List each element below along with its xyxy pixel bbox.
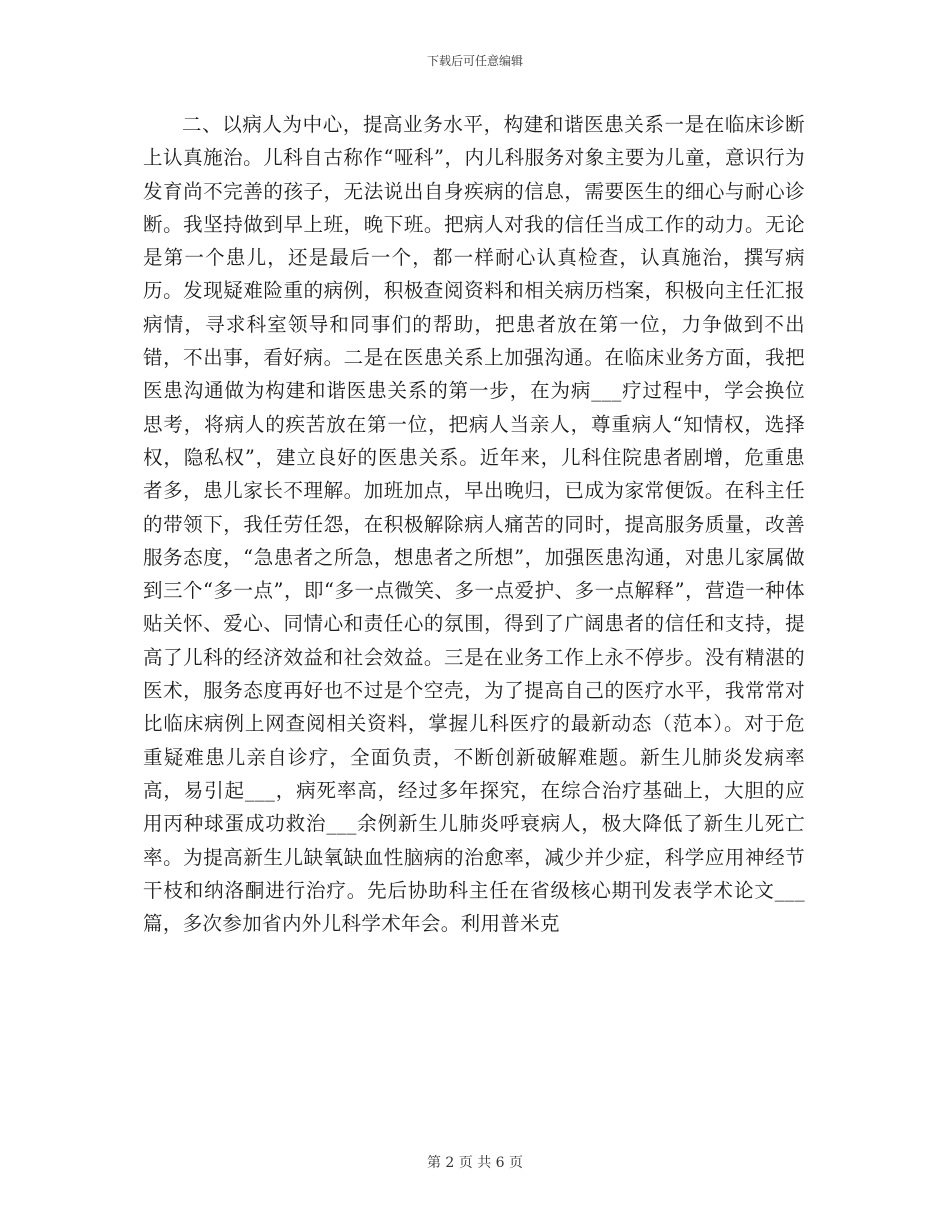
body-paragraph: 二、以病人为中心，提高业务水平，构建和谐医患关系一是在临床诊断上认真施治。儿科自古称作“哑科”，内儿科服务对象主要为儿童，意识行为发育尚不完善的孩子，无法说出自身疾病的信息，需要医生的细心与耐心诊断。我坚持做到早上班，晚下班。把病人对我的信任当成工作的动力。无论是第一个患儿，还是最后一个，都一样耐心认真检查，认真施治，撰写病历。发现疑难险重的病例，积极查阅资料和相关病历档案，积极向主任汇报病情，寻求科室领导和同事们的帮助，把患者放在第一位，力争做到不出错，不出事，看好病。二是在医患关系上加强沟通。在临床业务方面，我把医患沟通做为构建和谐医患关系的第一步，在为病___疗过程中，学会换位思考，将病人的疾苦放在第一位，把病人当亲人，尊重病人“知情权，选择权，隐私权”，建立良好的医患关系。近年来，儿科住院患者剧增，危重患者多，患儿家长不理解。加班加点，早出晚归，已成为家常便饭。在科主任的带领下，我任劳任怨，在积极解除病人痛苦的同时，提高服务质量，改善服务态度，“急患者之所急，想患者之所想”，加强医患沟通，对患儿家属做到三个“多一点”，即“多一点微笑、多一点爱护、多一点解释”，营造一种体贴关怀、爱心、同情心和责任心的氛围，得到了广阔患者的信任和支持，提高了儿科的经济效益和社会效益。三是在业务工作上永不停步。没有精湛的医术，服务态度再好也不过是个空壳，为了提高自己的医疗水平，我常常对比临床病例上网查阅相关资料，掌握儿科医疗的最新动态（范本）。对于危重疑难患儿亲自诊疗，全面负责，不断创新破解难题。新生儿肺炎发病率高，易引起___，病死率高，经过多年探究，在综合治疗基础上，大胆的应用丙种球蛋成功救治___余例新生儿肺炎呼衰病人，极大降低了新生儿死亡率。为提高新生儿缺氧缺血性脑病的治愈率，减少并少症，科学应用神经节干枝和纳洛酮进行治疗。先后协助科主任在省级核心期刊发表学术论文___篇，多次参加省内外儿科学术年会。利用普米克 [143,113,805,936]
page-header: 下载后可任意编辑 [426,54,523,68]
page-footer: 第 2 页 共 6 页 [426,1155,524,1171]
